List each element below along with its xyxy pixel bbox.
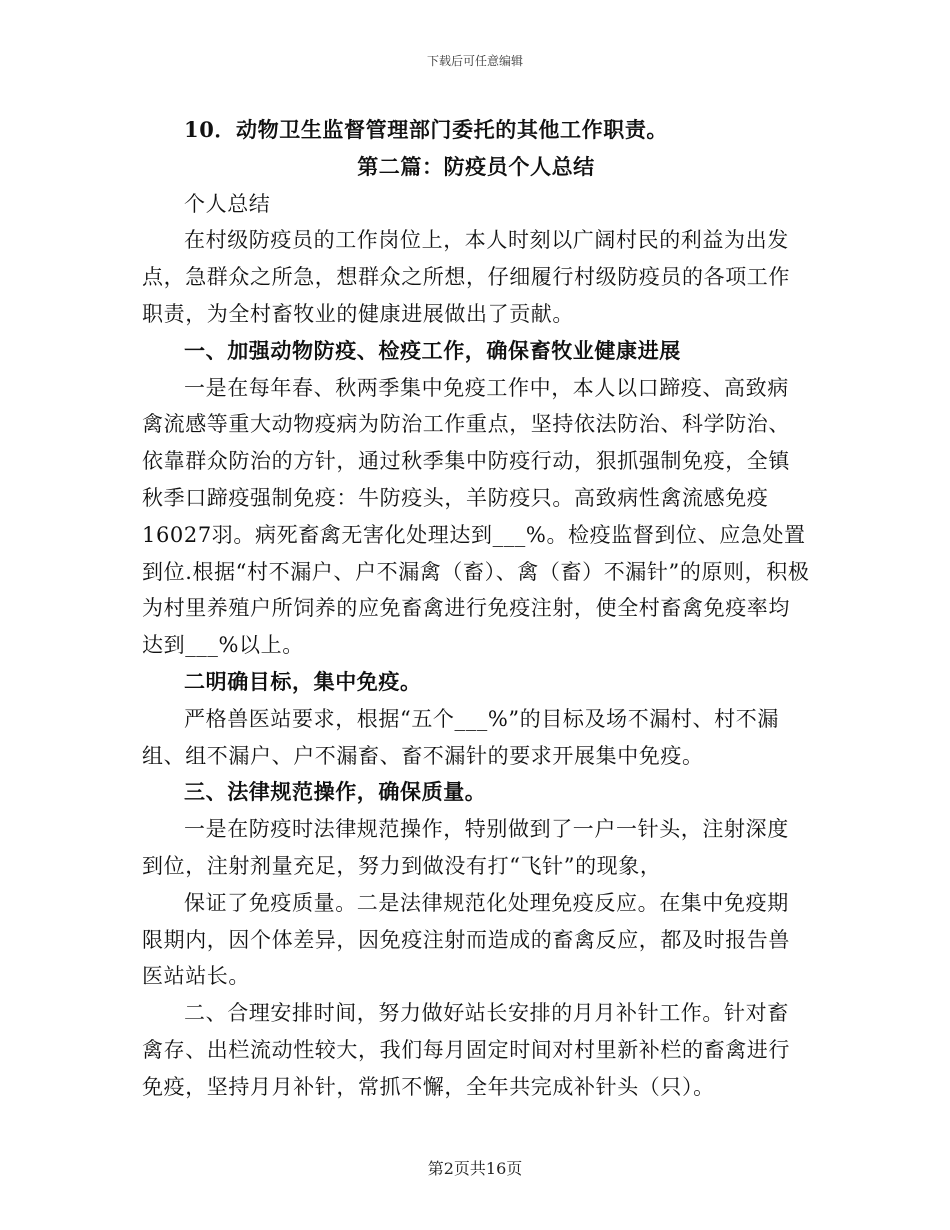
part-title: 第二篇：防疫员个人总结	[357, 153, 595, 179]
section2-paragraph: 严格兽医站要求，根据“五个___%”的目标及场不漏村、村不漏组、组不漏户、户不漏畜、畜不漏针的要求开展集中免疫。	[142, 706, 779, 768]
section1-paragraph: 一是在每年春、秋两季集中免疫工作中，本人以口蹄疫、高致病禽流感等重大动物疫病为防治工作重点，坚持依法防治、科学防治、依靠群众防治的方针，通过秋季集中防疫行动，狠抓强制免疫，全镇秋季口蹄疫强制免疫：牛防疫头，羊防疫只。高致病性禽流感免疫16027羽。病死畜禽无害化处理达到___%。检疫监督到位、应急处置到位.根据“村不漏户、户不漏禽（畜）、禽（畜）不漏针”的原则，积极为村里养殖户所饲养的应免畜禽进行免疫注射，使全村畜禽免疫率均达到___%以上。	[142, 375, 810, 658]
section3-heading: 三、法律规范操作，确保质量。	[184, 779, 487, 805]
section3-paragraph-2: 保证了免疫质量。二是法律规范化处理免疫反应。在集中免疫期限期内，因个体差异，因免疫注射而造成的畜禽反应，都及时报告兽医站站长。	[142, 890, 790, 989]
section3-paragraph-1: 一是在防疫时法律规范操作，特别做到了一户一针头，注射深度到位，注射剂量充足，努力到做没有打“飞针”的现象，	[142, 817, 789, 878]
document-body	[142, 112, 810, 1106]
summary-label: 个人总结	[184, 191, 271, 216]
page-header-note: 下载后可任意编辑	[426, 54, 523, 68]
page-footer-number: 第2页共16页	[427, 1159, 523, 1178]
section1-heading: 一、加强动物防疫、检疫工作，确保畜牧业健康进展	[184, 337, 681, 363]
item-10-heading: 10．动物卫生监督管理部门委托的其他工作职责。	[184, 117, 669, 142]
intro-paragraph: 在村级防疫员的工作岗位上，本人时刻以广阔村民的利益为出发点，急群众之所急，想群众之所想，仔细履行村级防疫员的各项工作职责，为全村畜牧业的健康进展做出了贡献。	[142, 228, 790, 326]
section2-heading: 二明确目标，集中免疫。	[184, 668, 422, 694]
section4-paragraph: 二、合理安排时间，努力做好站长安排的月月补针工作。针对畜禽存、出栏流动性较大，我们每月固定时间对村里新补栏的畜禽进行免疫，坚持月月补针，常抓不懈，全年共完成补针头（只）。	[142, 1001, 790, 1099]
